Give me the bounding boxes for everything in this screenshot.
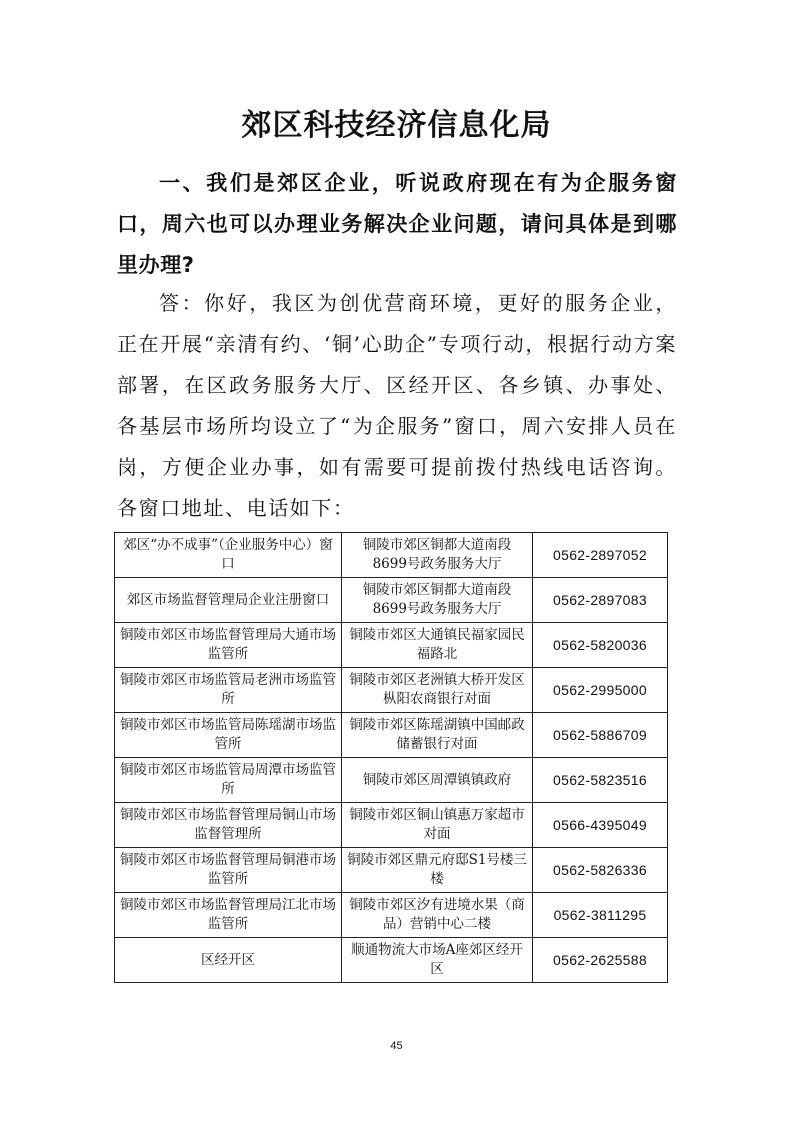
page-title: 郊区科技经济信息化局	[241, 108, 552, 143]
office-name-cell: 区经开区	[115, 938, 342, 983]
office-name-cell: 铜陵市郊区市场监管局陈瑶湖市场监管所	[115, 713, 342, 758]
page-number: 45	[390, 1040, 403, 1052]
office-phone-cell: 0562-3811295	[533, 893, 668, 938]
table-row	[115, 623, 668, 668]
table-row	[115, 803, 668, 848]
table-row	[115, 578, 668, 623]
office-phone-cell: 0562-5886709	[533, 713, 668, 758]
office-address-cell: 铜陵市郊区鼎元府邸S1号楼三楼	[342, 848, 533, 893]
office-name-cell: 铜陵市郊区市场监督管理局大通市场监管所	[115, 623, 342, 668]
office-table	[114, 532, 668, 983]
office-address-cell: 铜陵市郊区汐有进境水果（商品）营销中心二楼	[342, 893, 533, 938]
answer-text: 答：你好，我区为创优营商环境，更好的服务企业，正在开展“亲清有约、‘铜’心助企”专项行动，根据行动方案部署，在区政务服务大厅、区经开区、各乡镇、办事处、各基层市场所均设立了“为企服务”窗口，周六安排人员在岗，方便企业办事，如有需要可提前拨付热线电话咨询。各窗口地址、电话如下：	[117, 291, 677, 520]
table-row	[115, 893, 668, 938]
office-address-cell: 铜陵市郊区陈瑶湖镇中国邮政储蓄银行对面	[342, 713, 533, 758]
table-row	[115, 938, 668, 983]
office-name-cell: 郊区“办不成事”（企业服务中心）窗口	[115, 533, 342, 578]
office-phone-cell: 0566-4395049	[533, 803, 668, 848]
table-row	[115, 668, 668, 713]
office-address-cell: 铜陵市郊区铜都大道南段8699号政务服务大厅	[342, 533, 533, 578]
office-address-cell: 铜陵市郊区铜都大道南段8699号政务服务大厅	[342, 578, 533, 623]
question-text: 一、我们是郊区企业，听说政府现在有为企服务窗口，周六也可以办理业务解决企业问题，请问具体是到哪里办理?	[117, 171, 677, 277]
office-address-cell: 铜陵市郊区老洲镇大桥开发区枞阳农商银行对面	[342, 668, 533, 713]
office-phone-cell: 0562-5823516	[533, 758, 668, 803]
office-name-cell: 铜陵市郊区市场监督管理局铜山市场监督管理所	[115, 803, 342, 848]
table-row	[115, 758, 668, 803]
office-address-cell: 铜陵市郊区大通镇民福家园民福路北	[342, 623, 533, 668]
office-address-cell: 铜陵市郊区周潭镇镇政府	[342, 758, 533, 803]
office-name-cell: 铜陵市郊区市场监督管理局铜港市场监管所	[115, 848, 342, 893]
table-row	[115, 533, 668, 578]
office-phone-cell: 0562-2897083	[533, 578, 668, 623]
office-address-cell: 铜陵市郊区铜山镇惠万家超市对面	[342, 803, 533, 848]
office-name-cell: 铜陵市郊区市场监督管理局江北市场监管所	[115, 893, 342, 938]
office-table-body	[115, 533, 668, 983]
office-name-cell: 郊区市场监督管理局企业注册窗口	[115, 578, 342, 623]
office-phone-cell: 0562-2897052	[533, 533, 668, 578]
office-phone-cell: 0562-2995000	[533, 668, 668, 713]
office-name-cell: 铜陵市郊区市场监管局周潭市场监管所	[115, 758, 342, 803]
office-phone-cell: 0562-2625588	[533, 938, 668, 983]
office-address-cell: 顺通物流大市场A座郊区经开区	[342, 938, 533, 983]
table-row	[115, 848, 668, 893]
office-name-cell: 铜陵市郊区市场监管局老洲市场监管所	[115, 668, 342, 713]
office-phone-cell: 0562-5826336	[533, 848, 668, 893]
office-phone-cell: 0562-5820036	[533, 623, 668, 668]
table-row	[115, 713, 668, 758]
